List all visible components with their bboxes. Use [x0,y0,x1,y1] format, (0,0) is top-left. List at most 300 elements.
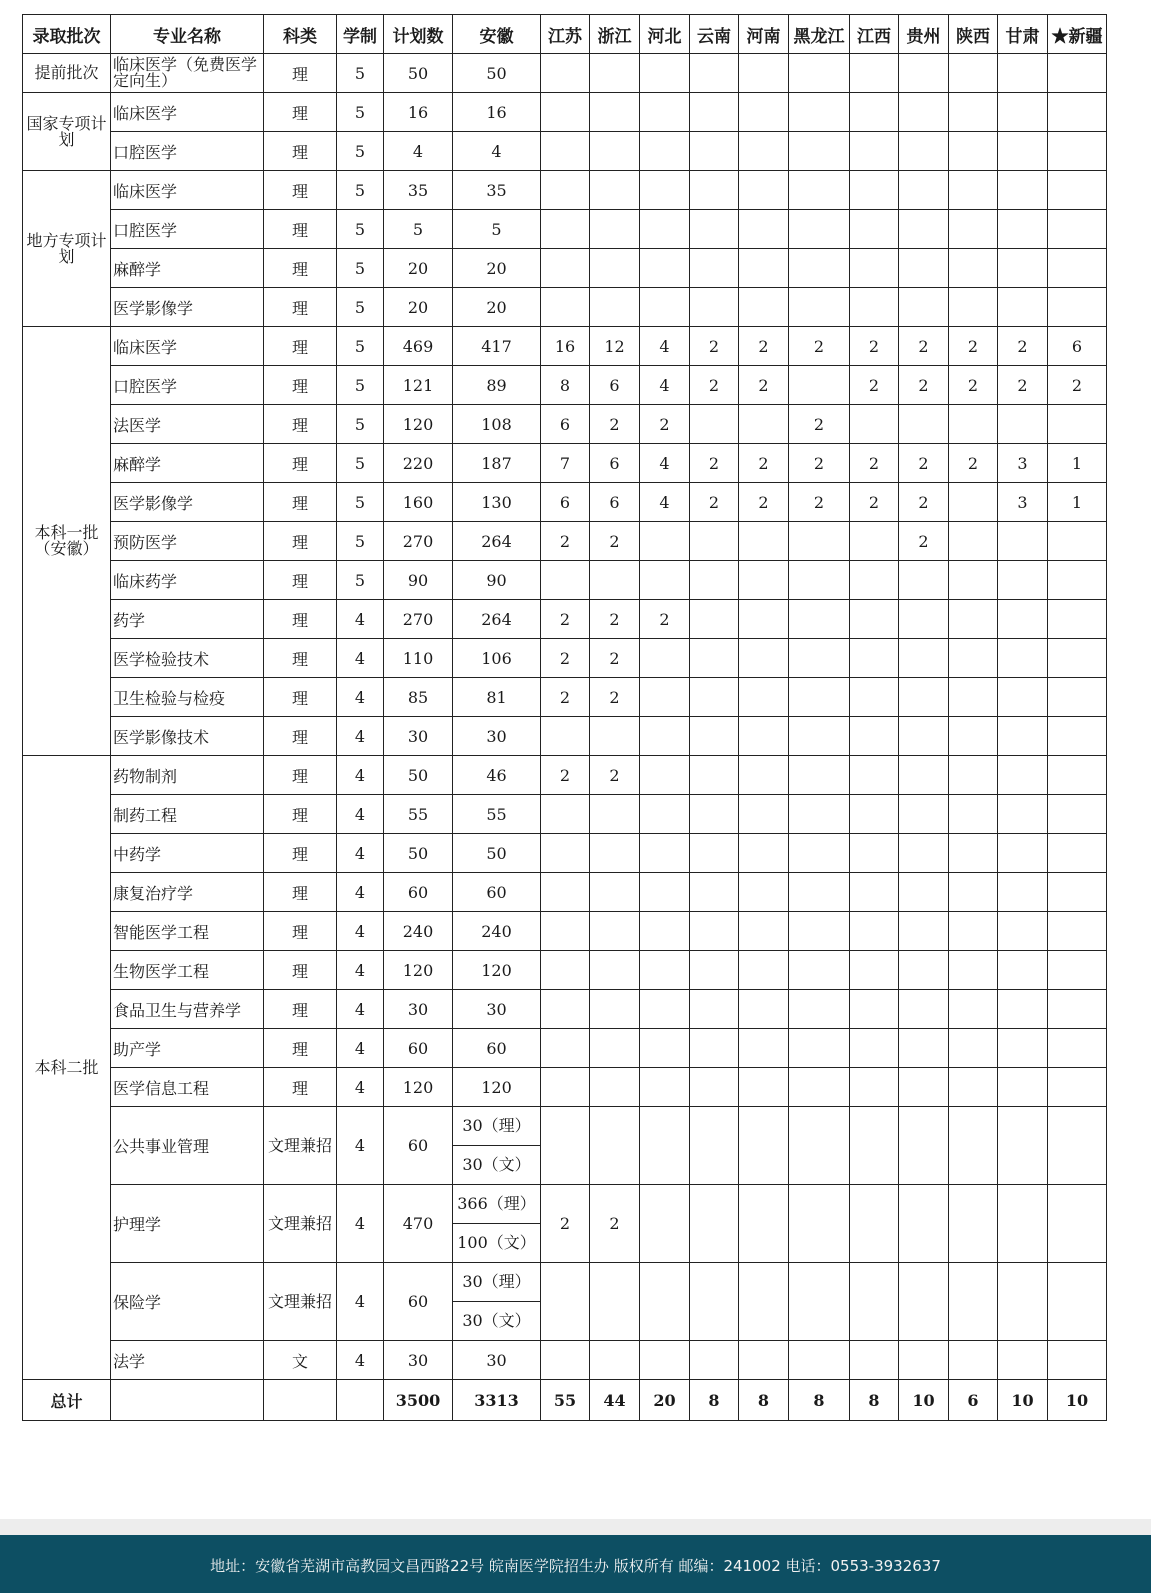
province-cell [998,990,1048,1029]
anhui-cell: 30 [453,717,541,756]
major-cell: 护理学 [111,1185,264,1263]
province-cell: 2 [949,327,998,366]
province-cell [789,1185,850,1263]
province-cell [640,990,690,1029]
province-cell [640,249,690,288]
column-header: 安徽 [453,15,541,54]
major-cell: 口腔医学 [111,210,264,249]
province-cell [739,678,789,717]
plan-cell: 85 [384,678,453,717]
province-cell [899,639,949,678]
province-cell: 2 [690,366,739,405]
plan-cell: 30 [384,717,453,756]
total-province: 8 [789,1380,850,1421]
plan-cell: 120 [384,405,453,444]
plan-cell: 469 [384,327,453,366]
plan-cell: 50 [384,834,453,873]
major-cell: 口腔医学 [111,366,264,405]
province-cell [949,171,998,210]
province-cell [949,1029,998,1068]
years-cell: 4 [337,873,384,912]
subject-cell: 理 [264,561,337,600]
footer-separator [0,1519,1151,1535]
province-cell [789,132,850,171]
province-cell [739,288,789,327]
anhui-cell: 60 [453,1029,541,1068]
table-row [23,600,1107,639]
province-cell [640,93,690,132]
province-cell [690,210,739,249]
plan-cell: 60 [384,1107,453,1185]
province-cell [640,171,690,210]
province-cell [690,1107,739,1185]
province-cell [949,600,998,639]
years-cell: 4 [337,834,384,873]
subject-cell: 理 [264,756,337,795]
table-row [23,210,1107,249]
table-row [23,522,1107,561]
years-cell: 4 [337,990,384,1029]
batch-cell: 本科一批（安徽） [23,327,111,756]
table-row [23,171,1107,210]
subject-cell: 理 [264,873,337,912]
province-cell: 2 [789,483,850,522]
province-cell [739,990,789,1029]
anhui-cell: 30 [453,990,541,1029]
province-cell [998,639,1048,678]
province-cell: 2 [899,444,949,483]
province-cell [899,171,949,210]
province-cell [850,288,899,327]
province-cell [739,1263,789,1341]
province-cell [640,522,690,561]
province-cell: 2 [998,366,1048,405]
subject-cell: 理 [264,795,337,834]
province-cell [1048,600,1107,639]
province-cell [949,210,998,249]
province-cell [640,639,690,678]
province-cell [690,171,739,210]
province-cell [739,951,789,990]
province-cell [850,756,899,795]
plan-cell: 240 [384,912,453,951]
province-cell [899,717,949,756]
column-header: 学制 [337,15,384,54]
province-cell: 2 [590,639,640,678]
plan-cell: 4 [384,132,453,171]
province-cell [739,93,789,132]
province-cell [739,1185,789,1263]
years-cell: 4 [337,639,384,678]
table-row [23,1341,1107,1380]
province-cell: 2 [998,327,1048,366]
province-cell [789,873,850,912]
province-cell [640,1185,690,1263]
province-cell [541,210,590,249]
province-cell [640,951,690,990]
plan-cell: 220 [384,444,453,483]
total-province: 10 [998,1380,1048,1421]
subject-cell: 理 [264,678,337,717]
province-cell [998,834,1048,873]
batch-cell: 本科二批 [23,756,111,1380]
province-cell [789,288,850,327]
province-cell [1048,249,1107,288]
province-cell [541,93,590,132]
province-cell [789,1341,850,1380]
total-label: 总计 [23,1380,111,1421]
column-header: 录取批次 [23,15,111,54]
province-cell: 2 [541,600,590,639]
province-cell [739,132,789,171]
province-cell [541,873,590,912]
province-cell [789,366,850,405]
anhui-cell: 108 [453,405,541,444]
years-cell: 4 [337,795,384,834]
plan-cell: 50 [384,756,453,795]
anhui-cell: 187 [453,444,541,483]
province-cell: 2 [949,366,998,405]
major-cell: 医学信息工程 [111,1068,264,1107]
province-cell [998,93,1048,132]
plan-cell: 35 [384,171,453,210]
province-cell [690,795,739,834]
province-cell: 2 [541,756,590,795]
header-row [23,15,1107,54]
years-cell: 4 [337,1341,384,1380]
province-cell: 2 [899,327,949,366]
province-cell [899,405,949,444]
plan-cell: 55 [384,795,453,834]
province-cell [739,600,789,639]
province-cell [739,1341,789,1380]
province-cell [640,795,690,834]
province-cell: 6 [590,444,640,483]
province-cell: 3 [998,444,1048,483]
province-cell [949,405,998,444]
province-cell [949,756,998,795]
province-cell [690,132,739,171]
province-cell [998,795,1048,834]
province-cell [640,678,690,717]
years-cell: 5 [337,210,384,249]
province-cell [899,678,949,717]
subject-cell: 文理兼招 [264,1107,337,1185]
plan-cell: 121 [384,366,453,405]
years-cell: 4 [337,678,384,717]
years-cell: 5 [337,171,384,210]
province-cell [590,171,640,210]
province-cell [590,561,640,600]
province-cell [899,210,949,249]
anhui-cell: 20 [453,249,541,288]
column-header: 黑龙江 [789,15,850,54]
table-row [23,444,1107,483]
column-header: 陕西 [949,15,998,54]
major-cell: 药物制剂 [111,756,264,795]
major-cell: 医学检验技术 [111,639,264,678]
anhui-cell [453,1107,541,1185]
province-cell: 6 [541,405,590,444]
province-cell [1048,288,1107,327]
province-cell [690,990,739,1029]
province-cell [1048,639,1107,678]
province-cell [640,54,690,93]
province-cell [541,951,590,990]
years-cell: 5 [337,327,384,366]
province-cell [1048,834,1107,873]
province-cell: 2 [541,1185,590,1263]
province-cell: 2 [949,444,998,483]
province-cell [850,834,899,873]
province-cell [899,54,949,93]
anhui-cell: 240 [453,912,541,951]
province-cell [998,1068,1048,1107]
province-cell [998,951,1048,990]
province-cell: 2 [850,366,899,405]
province-cell [1048,54,1107,93]
anhui-subvalue: 30（文） [453,1301,540,1340]
province-cell [1048,1263,1107,1341]
subject-cell: 理 [264,1029,337,1068]
province-cell: 2 [899,366,949,405]
province-cell: 1 [1048,444,1107,483]
table-row [23,93,1107,132]
province-cell [739,795,789,834]
province-cell [949,483,998,522]
batch-cell: 国家专项计划 [23,93,111,171]
major-cell: 制药工程 [111,795,264,834]
plan-cell: 5 [384,210,453,249]
province-cell: 1 [1048,483,1107,522]
anhui-cell: 35 [453,171,541,210]
province-cell [1048,678,1107,717]
years-cell: 4 [337,1068,384,1107]
province-cell [590,873,640,912]
province-cell [640,717,690,756]
province-cell [640,912,690,951]
empty-cell [111,1380,264,1421]
province-cell: 2 [640,600,690,639]
years-cell: 5 [337,366,384,405]
province-cell [541,795,590,834]
subject-cell: 理 [264,132,337,171]
province-cell: 2 [789,405,850,444]
total-plan: 3500 [384,1380,453,1421]
plan-cell: 110 [384,639,453,678]
province-cell [1048,990,1107,1029]
anhui-cell: 264 [453,600,541,639]
anhui-subvalue: 366（理） [457,1194,536,1213]
plan-cell: 120 [384,951,453,990]
column-header: 河南 [739,15,789,54]
province-cell: 2 [850,444,899,483]
subject-cell: 理 [264,366,337,405]
table-row [23,834,1107,873]
province-cell [899,132,949,171]
province-cell [998,171,1048,210]
province-cell: 2 [590,756,640,795]
province-cell [899,1341,949,1380]
subject-cell: 理 [264,912,337,951]
province-cell [1048,1185,1107,1263]
province-cell [541,1068,590,1107]
province-cell [789,717,850,756]
province-cell: 12 [590,327,640,366]
province-cell: 2 [789,444,850,483]
major-cell: 卫生检验与检疫 [111,678,264,717]
plan-cell: 16 [384,93,453,132]
province-cell [1048,717,1107,756]
province-cell [949,1185,998,1263]
anhui-subvalue: 30（理） [462,1272,531,1291]
province-cell: 4 [640,444,690,483]
province-cell [850,1341,899,1380]
total-province: 20 [640,1380,690,1421]
major-cell: 生物医学工程 [111,951,264,990]
province-cell [739,834,789,873]
province-cell [590,795,640,834]
province-cell [850,1068,899,1107]
province-cell [789,639,850,678]
subject-cell: 理 [264,483,337,522]
major-cell: 预防医学 [111,522,264,561]
province-cell [690,288,739,327]
province-cell [690,1341,739,1380]
province-cell [640,132,690,171]
column-header: 江西 [850,15,899,54]
province-cell [949,54,998,93]
province-cell: 2 [590,405,640,444]
province-cell [998,1107,1048,1185]
province-cell [850,522,899,561]
major-cell: 公共事业管理 [111,1107,264,1185]
province-cell [789,249,850,288]
table-row [23,873,1107,912]
province-cell: 2 [739,483,789,522]
province-cell [789,912,850,951]
table-row [23,366,1107,405]
province-cell: 2 [739,366,789,405]
province-cell [949,795,998,834]
province-cell [690,951,739,990]
major-cell: 法学 [111,1341,264,1380]
province-cell: 2 [541,639,590,678]
years-cell: 5 [337,249,384,288]
province-cell [850,600,899,639]
province-cell [850,990,899,1029]
subject-cell: 理 [264,54,337,93]
subject-cell: 理 [264,93,337,132]
province-cell [899,1068,949,1107]
table-body [23,54,1107,1421]
province-cell [590,93,640,132]
subject-cell: 文理兼招 [264,1185,337,1263]
province-cell [899,1107,949,1185]
province-cell [789,678,850,717]
province-cell [541,54,590,93]
table-row [23,639,1107,678]
province-cell [739,405,789,444]
total-province: 44 [590,1380,640,1421]
subject-cell: 理 [264,522,337,561]
major-cell: 康复治疗学 [111,873,264,912]
province-cell: 2 [1048,366,1107,405]
major-cell: 临床药学 [111,561,264,600]
table-row [23,717,1107,756]
province-cell [998,288,1048,327]
province-cell [739,249,789,288]
province-cell [541,1029,590,1068]
province-cell [789,93,850,132]
province-cell [949,522,998,561]
province-cell [590,1029,640,1068]
province-cell [690,249,739,288]
province-cell [590,912,640,951]
province-cell: 2 [590,600,640,639]
province-cell [789,795,850,834]
province-cell [541,249,590,288]
major-cell: 助产学 [111,1029,264,1068]
province-cell [899,834,949,873]
major-cell: 法医学 [111,405,264,444]
province-cell [690,756,739,795]
province-cell [541,288,590,327]
site-footer [0,1535,1151,1593]
province-cell: 8 [541,366,590,405]
province-cell [1048,1341,1107,1380]
years-cell: 4 [337,951,384,990]
table-row [23,249,1107,288]
province-cell [850,249,899,288]
province-cell [998,54,1048,93]
table-row [23,795,1107,834]
total-province: 8 [739,1380,789,1421]
province-cell [541,561,590,600]
footer-address: 地址：安徽省芜湖市高教园文昌西路22号 皖南医学院招生办 版权所有 邮编：241002 电话：0553-3932637 [210,1557,941,1575]
major-cell: 临床医学 [111,93,264,132]
table-row [23,288,1107,327]
province-cell [850,795,899,834]
years-cell: 5 [337,483,384,522]
subject-cell: 理 [264,405,337,444]
batch-cell: 地方专项计划 [23,171,111,327]
province-cell [850,717,899,756]
province-cell [789,1263,850,1341]
province-cell [541,717,590,756]
province-cell [998,210,1048,249]
province-cell [899,951,949,990]
province-cell [850,132,899,171]
province-cell [998,132,1048,171]
table-row [23,678,1107,717]
province-cell [949,912,998,951]
province-cell [690,522,739,561]
province-cell [1048,171,1107,210]
major-cell: 医学影像学 [111,483,264,522]
province-cell: 4 [640,366,690,405]
province-cell [739,1107,789,1185]
province-cell [1048,951,1107,990]
major-cell: 口腔医学 [111,132,264,171]
province-cell [998,1341,1048,1380]
years-cell: 4 [337,912,384,951]
province-cell: 2 [541,678,590,717]
province-cell [640,1263,690,1341]
empty-cell [337,1380,384,1421]
anhui-cell: 106 [453,639,541,678]
province-cell [1048,132,1107,171]
